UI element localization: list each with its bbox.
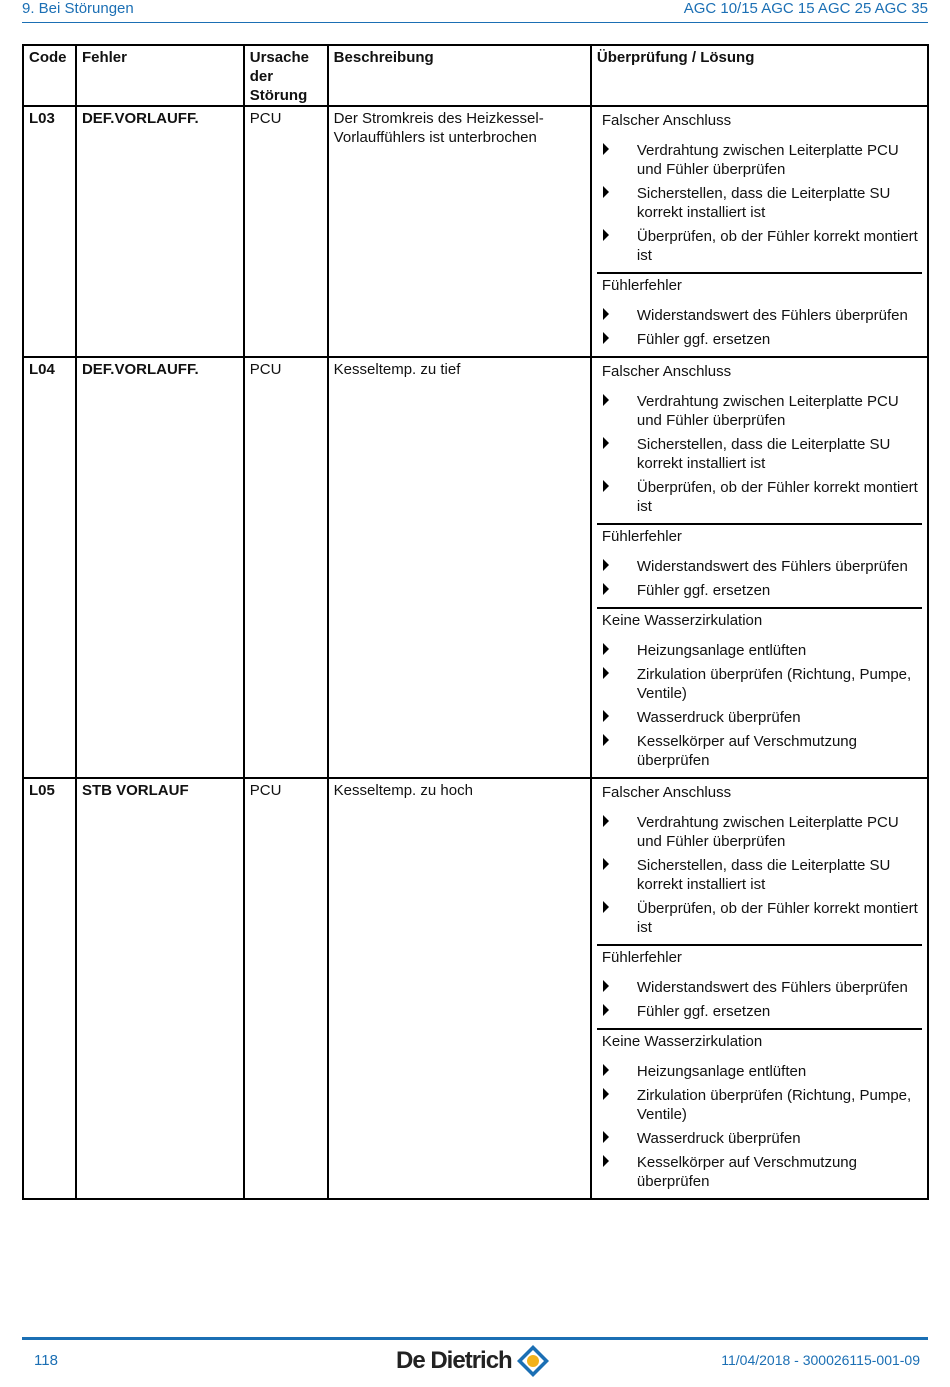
list-item: [597, 1129, 922, 1148]
solution-list: [597, 549, 922, 607]
solution-list: [597, 1054, 922, 1198]
list-item: [597, 392, 922, 430]
triangle-bullet-icon: [603, 1064, 609, 1076]
solution-step-text: Widerstandswert des Fühlers überprüfen: [636, 558, 908, 575]
solution-group: [597, 109, 922, 272]
column-header-ursache: Ursache der Störung: [244, 45, 328, 106]
loesung-cell: [591, 106, 928, 357]
solution-step-text: Fühler ggf. ersetzen: [636, 582, 771, 599]
ursache-cell: PCU: [244, 106, 328, 357]
triangle-bullet-icon: [603, 1088, 609, 1100]
solution-group: [597, 781, 922, 944]
triangle-bullet-icon: [603, 437, 609, 449]
solution-step-text: Kesselkörper auf Verschmutzung überprüfen: [636, 1154, 857, 1190]
solution-group-title: Falscher Anschluss: [601, 784, 732, 801]
solution-step-text: Sicherstellen, dass die Leiterplatte SU korrekt installiert ist: [636, 436, 891, 472]
triangle-bullet-icon: [603, 710, 609, 722]
solution-step-text: Verdrahtung zwischen Leiterplatte PCU und Fühler überprüfen: [636, 814, 899, 850]
solution-step-text: Verdrahtung zwischen Leiterplatte PCU und Fühler überprüfen: [636, 142, 899, 178]
solution-step-text: Wasserdruck überprüfen: [636, 1130, 801, 1147]
list-item: [597, 1086, 922, 1124]
solution-step-text: Sicherstellen, dass die Leiterplatte SU korrekt installiert ist: [636, 185, 891, 221]
header-divider: [22, 22, 928, 23]
list-item: [597, 435, 922, 473]
list-item: [597, 665, 922, 703]
list-item: [597, 813, 922, 851]
triangle-bullet-icon: [603, 394, 609, 406]
loesung-cell: [591, 357, 928, 778]
table-header-row: [23, 45, 928, 106]
column-header-code: Code: [23, 45, 76, 106]
list-item: [597, 581, 922, 600]
triangle-bullet-icon: [603, 229, 609, 241]
column-header-beschreibung: Beschreibung: [328, 45, 591, 106]
triangle-bullet-icon: [603, 332, 609, 344]
footer-divider: [22, 1337, 928, 1340]
ursache-cell: PCU: [244, 357, 328, 778]
list-item: [597, 330, 922, 349]
table-row: [23, 106, 928, 357]
solution-step-text: Fühler ggf. ersetzen: [636, 1003, 771, 1020]
solution-group-title: Falscher Anschluss: [601, 363, 732, 380]
triangle-bullet-icon: [603, 583, 609, 595]
list-item: [597, 978, 922, 997]
triangle-bullet-icon: [603, 480, 609, 492]
list-item: [597, 184, 922, 222]
code-cell: L05: [23, 778, 76, 1199]
solution-step-text: Zirkulation überprüfen (Richtung, Pumpe, Ventile): [636, 1087, 912, 1123]
solution-list: [597, 970, 922, 1028]
solution-group: [597, 523, 922, 607]
solution-step-text: Heizungsanlage entlüften: [636, 1063, 807, 1080]
list-item: [597, 478, 922, 516]
list-item: [597, 641, 922, 660]
solution-step-text: Überprüfen, ob der Fühler korrekt montiert ist: [636, 479, 918, 515]
solution-step-text: Fühler ggf. ersetzen: [636, 331, 771, 348]
solution-group-title: Falscher Anschluss: [601, 112, 732, 129]
triangle-bullet-icon: [603, 1155, 609, 1167]
column-header-fehler: Fehler: [76, 45, 244, 106]
solution-group: [597, 360, 922, 523]
loesung-cell: [591, 778, 928, 1199]
solution-step-text: Zirkulation überprüfen (Richtung, Pumpe, Ventile): [636, 666, 912, 702]
solution-step-text: Kesselkörper auf Verschmutzung überprüfen: [636, 733, 857, 769]
triangle-bullet-icon: [603, 815, 609, 827]
fehler-cell: STB VORLAUF: [76, 778, 244, 1199]
solution-step-text: Widerstandswert des Fühlers überprüfen: [636, 307, 908, 324]
triangle-bullet-icon: [603, 559, 609, 571]
solution-list: [597, 633, 922, 777]
solution-group-title: Keine Wasserzirkulation: [601, 1033, 763, 1050]
solution-step-text: Verdrahtung zwischen Leiterplatte PCU und Fühler überprüfen: [636, 393, 899, 429]
fehler-cell: DEF.VORLAUFF.: [76, 106, 244, 357]
triangle-bullet-icon: [603, 643, 609, 655]
list-item: [597, 1062, 922, 1081]
list-item: [597, 856, 922, 894]
error-table: [22, 44, 929, 1200]
triangle-bullet-icon: [603, 1131, 609, 1143]
table-row: [23, 357, 928, 778]
list-item: [597, 1002, 922, 1021]
solution-group-title: Fühlerfehler: [601, 528, 682, 545]
solution-step-text: Überprüfen, ob der Fühler korrekt montiert ist: [636, 228, 918, 264]
list-item: [597, 708, 922, 727]
list-item: [597, 141, 922, 179]
beschreibung-cell: Der Stromkreis des Heizkessel-Vorlauffühlers ist unterbrochen: [328, 106, 591, 357]
solution-step-text: Widerstandswert des Fühlers überprüfen: [636, 979, 908, 996]
solution-group: [597, 1028, 922, 1198]
solution-list: [597, 805, 922, 944]
solution-group: [597, 607, 922, 777]
solution-step-text: Heizungsanlage entlüften: [636, 642, 807, 659]
page-number: 118: [34, 1352, 58, 1369]
document-reference: 11/04/2018 - 300026115-001-09: [721, 1352, 920, 1368]
list-item: [597, 227, 922, 265]
column-header-loesung: Überprüfung / Lösung: [591, 45, 928, 106]
table-row: [23, 778, 928, 1199]
triangle-bullet-icon: [603, 308, 609, 320]
list-item: [597, 557, 922, 576]
list-item: [597, 306, 922, 325]
brand-name: De Dietrich: [396, 1347, 512, 1374]
solution-list: [597, 133, 922, 272]
triangle-bullet-icon: [603, 143, 609, 155]
triangle-bullet-icon: [603, 1004, 609, 1016]
beschreibung-cell: Kesseltemp. zu hoch: [328, 778, 591, 1199]
diamond-logo-icon: [516, 1344, 550, 1378]
fehler-cell: DEF.VORLAUFF.: [76, 357, 244, 778]
triangle-bullet-icon: [603, 186, 609, 198]
solution-group-title: Keine Wasserzirkulation: [601, 612, 763, 629]
brand-logo: [396, 1342, 550, 1380]
solution-list: [597, 384, 922, 523]
solution-step-text: Überprüfen, ob der Fühler korrekt montiert ist: [636, 900, 918, 936]
list-item: [597, 899, 922, 937]
triangle-bullet-icon: [603, 858, 609, 870]
beschreibung-cell: Kesseltemp. zu tief: [328, 357, 591, 778]
triangle-bullet-icon: [603, 901, 609, 913]
list-item: [597, 1153, 922, 1191]
list-item: [597, 732, 922, 770]
code-cell: L04: [23, 357, 76, 778]
solution-group-title: Fühlerfehler: [601, 949, 682, 966]
header-section: 9. Bei Störungen: [22, 0, 134, 17]
triangle-bullet-icon: [603, 980, 609, 992]
solution-group: [597, 944, 922, 1028]
ursache-cell: PCU: [244, 778, 328, 1199]
solution-group: [597, 272, 922, 356]
table-body: [23, 106, 928, 1199]
triangle-bullet-icon: [603, 667, 609, 679]
solution-step-text: Wasserdruck überprüfen: [636, 709, 801, 726]
solution-step-text: Sicherstellen, dass die Leiterplatte SU korrekt installiert ist: [636, 857, 891, 893]
code-cell: L03: [23, 106, 76, 357]
solution-list: [597, 298, 922, 356]
header-models: AGC 10/15 AGC 15 AGC 25 AGC 35: [683, 0, 928, 17]
triangle-bullet-icon: [603, 734, 609, 746]
solution-group-title: Fühlerfehler: [601, 277, 682, 294]
